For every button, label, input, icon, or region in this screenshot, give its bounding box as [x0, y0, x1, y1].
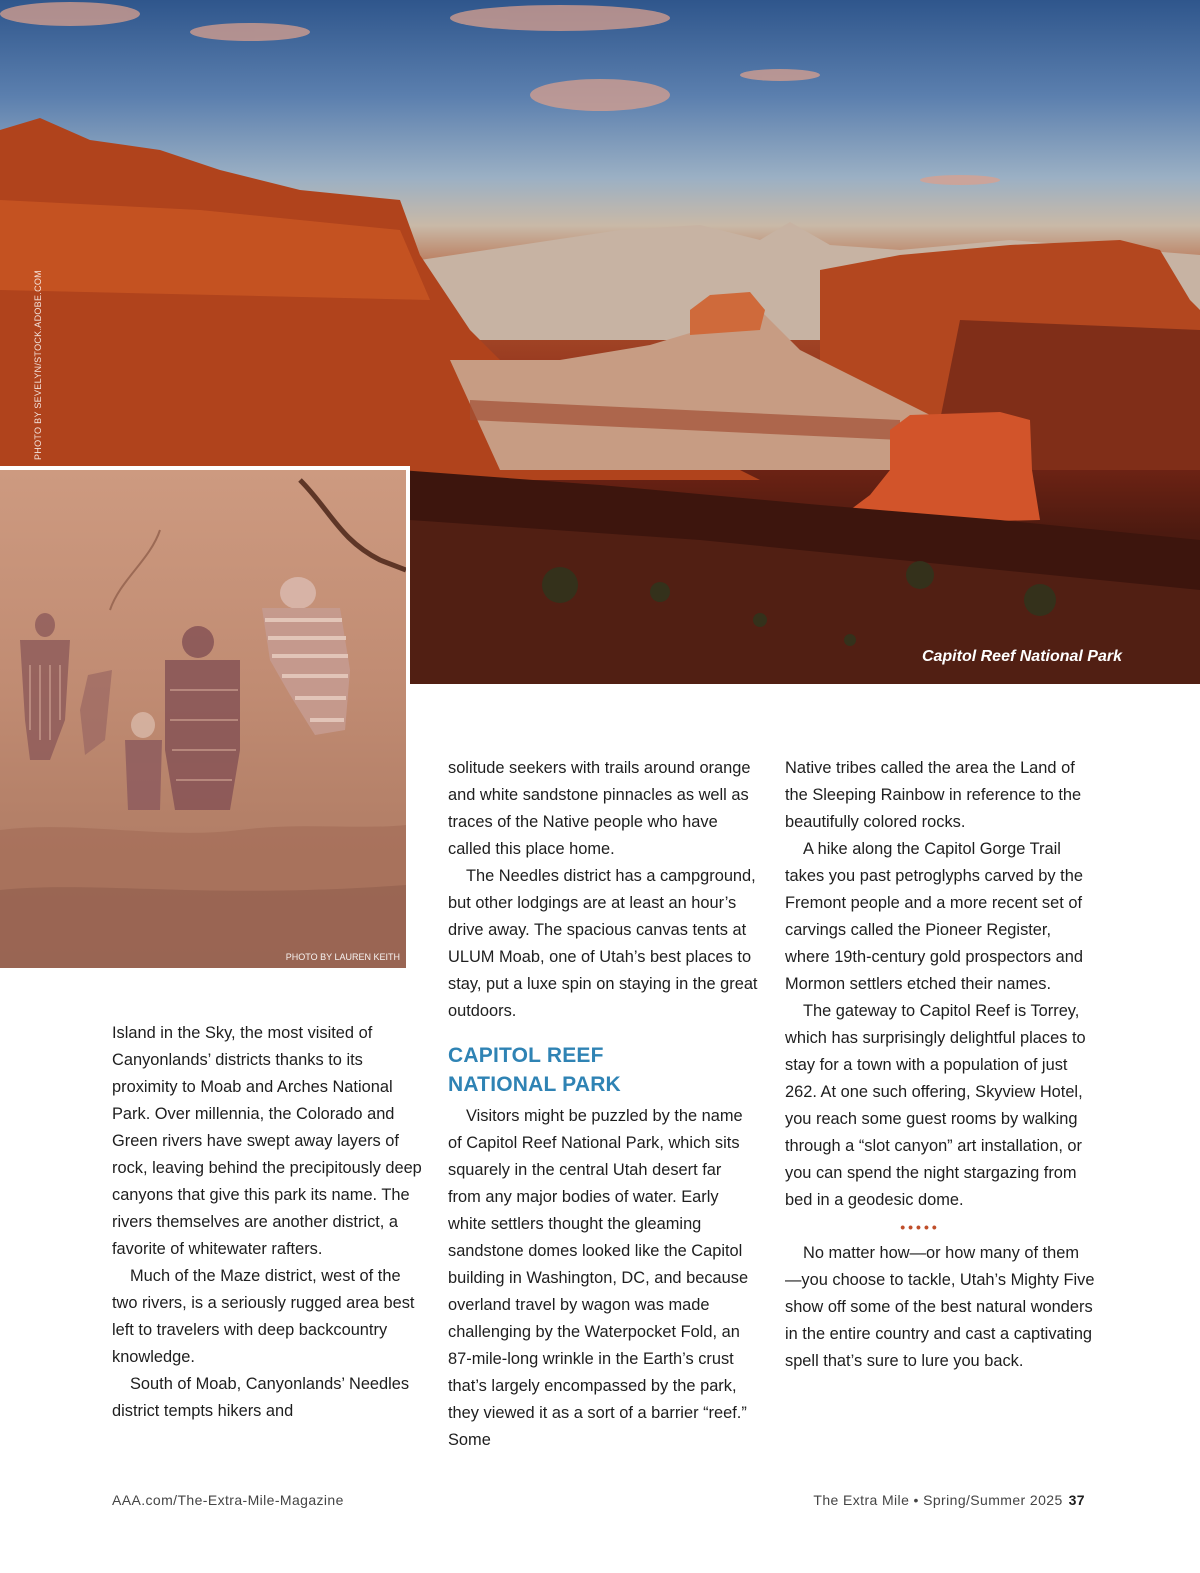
article-column-1 — [112, 1020, 422, 1425]
section-divider-dots: ••••• — [900, 1219, 940, 1235]
petroglyph-panel-illustration — [0, 470, 406, 968]
article-column-2 — [448, 755, 758, 1454]
hero-photo-credit: PHOTO BY SEVELYN/STOCK.ADOBE.COM — [33, 270, 43, 460]
paragraph: A hike along the Capitol Gorge Trail takes you past petroglyphs carved by the Fremont people and a more recent set of carvings called the Pioneer Register, where 19th-century gold prospectors and Mormon settlers etched their names. — [785, 840, 1083, 993]
footer-publication-name: The Extra Mile • Spring/Summer 2025 — [813, 1492, 1063, 1508]
paragraph: The Needles district has a campground, but other lodgings are at least an hour’s drive away. The spacious canvas tents at ULUM Moab, one of Utah’s best places to stay, put a luxe spin on staying in the great outdoors. — [448, 867, 758, 1020]
section-heading-capitol-reef — [448, 1041, 758, 1099]
paragraph: Visitors might be puzzled by the name of Capitol Reef National Park, which sits squarely in the central Utah desert far from any major bodies of water. Early white settlers thought the gleaming sandstone domes looked like the Capitol building in Washington, DC, and because overland travel by wagon was made challenging by the Waterpocket Fold, an 87-mile-long wrinkle in the Earth’s crust that’s largely encompassed by the park, they viewed it as a sort of a barrier “reef.” Some — [448, 1107, 749, 1449]
paragraph: South of Moab, Canyonlands’ Needles district tempts hikers and — [112, 1375, 410, 1420]
paragraph: solitude seekers with trails around orange and white sandstone pinnacles as well as traces of the Native people who have called this place home. — [448, 759, 751, 858]
inset-photo-credit: PHOTO BY LAUREN KEITH — [285, 952, 400, 962]
page-number: 37 — [1068, 1492, 1085, 1508]
paragraph: Island in the Sky, the most visited of Canyonlands’ districts thanks to its proximity to Moab and Arches National Park. Over millennia, the Colorado and Green rivers have swept away layers of rock, leaving behind the precipitously deep canyons that give this park its name. The rivers themselves are another district, a favorite of whitewater rafters. — [112, 1024, 422, 1258]
petroglyph-inset-photo — [0, 466, 410, 968]
footer-publication — [813, 1492, 1085, 1508]
paragraph: No matter how—or how many of them—you choose to tackle, Utah’s Mighty Five show off some of the best natural wonders in the entire country and cast a captivating spell that’s sure to lure you back. — [785, 1244, 1095, 1370]
paragraph: Much of the Maze district, west of the two rivers, is a seriously rugged area best left to travelers with deep backcountry knowledge. — [112, 1267, 415, 1366]
article-column-3 — [785, 755, 1095, 1375]
section-heading-line: NATIONAL PARK — [448, 1073, 621, 1096]
paragraph: The gateway to Capitol Reef is Torrey, which has surprisingly delightful places to stay for a town with a population of just 262. At one such offering, Skyview Hotel, you reach some guest rooms by walking through a “slot canyon” art installation, or you can spend the night stargazing from bed in a geodesic dome. — [785, 1002, 1086, 1209]
section-heading-line: CAPITOL REEF — [448, 1044, 604, 1067]
hero-photo-caption: Capitol Reef National Park — [921, 648, 1122, 665]
paragraph: Native tribes called the area the Land of the Sleeping Rainbow in reference to the beautifully colored rocks. — [785, 759, 1082, 831]
footer-url: AAA.com/The-Extra-Mile-Magazine — [112, 1492, 344, 1508]
